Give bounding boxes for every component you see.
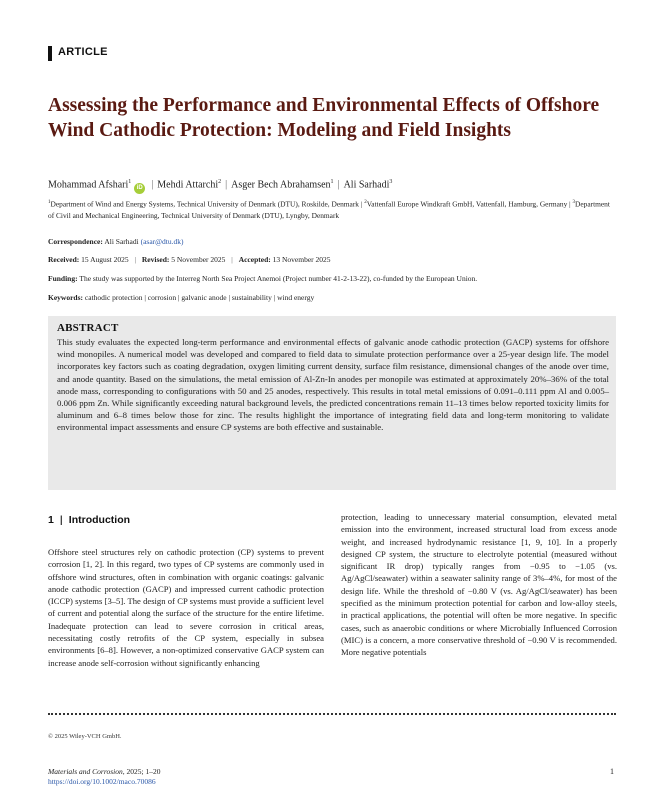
abstract-text: This study evaluates the expected long-term performance and environmental effects of galvanic anode cathodic protection (GACP) systems for offshore wind monopiles. A numerical model was developed and compared to field data to simulate protection performance over a 25-year design life. The model incorporates key factors such as coating degradation, oxygen limiting current density, surface film resistance, dimensional changes of the anode over time, and anode quantity. Based on the simulations, the metal emission of Al-Zn-In anodes per monopile was estimated at approximately 20%–36% of the total anode mass, corresponding to configurations with 50 and 25 anodes, respectively. This results in total metal emissions of 0.091–0.111 ppm Al and 0.005–0.006 ppm Zn. While significantly exceeding natural background levels, the predicted concentrations remain 11–13 times below reported toxicity limits for aluminum and 6–8 times below those for zinc. The results highlight the importance of integrating field data and long-term monitoring to validate environmental impact assessments and ensure CP systems are both effective and sustainable. <box>57 337 609 433</box>
revised-label: Revised: <box>141 255 170 264</box>
accepted-label: Accepted: <box>238 255 271 264</box>
revised-date: 5 November 2025 <box>171 255 226 264</box>
keywords-label: Keywords: <box>48 293 83 302</box>
funding-line <box>48 273 616 284</box>
keywords-line <box>48 292 314 303</box>
body-column-left: Offshore steel structures rely on cathodic protection (CP) systems to prevent corrosion [1, 2]. In this regard, two types of CP systems are commonly used in offshore wind structures, often in combination with organic coatings: galvanic anode cathodic protection (GACP) and impressed current cathodic protection (ICCP) systems [3–5]. The design of CP systems must provide a sufficient level of current and potential along the surface of the structure for the entire lifetime. Inadequate protection can lead to severe corrosion in critical areas, necessitating costly retrofits of the CP system, especially in subsea environments [6–8]. However, a non-optimized conservative GACP system can increase anode self-corrosion without significantly enhancing <box>48 547 324 668</box>
funding-text: The study was supported by the Interreg North Sea Project Anemoi (Project number 41-2-13-22), co-funded by the European Union. <box>79 274 478 283</box>
section-heading-introduction <box>48 514 130 526</box>
page-number: 1 <box>610 767 614 776</box>
author-separator: | <box>337 179 340 191</box>
article-type-bar <box>48 46 52 61</box>
author-name[interactable]: Asger Bech Abrahamsen <box>231 179 331 191</box>
keywords-text: cathodic protection | corrosion | galvanic anode | sustainability | wind energy <box>84 293 315 302</box>
author-name[interactable]: Ali Sarhadi <box>343 179 390 191</box>
affiliation-text: Department of Civil and Mechanical Engineering, Technical University of Denmark (DTU), Lyngby, Denmark <box>48 199 610 221</box>
paper-title: Assessing the Performance and Environmental Effects of Offshore Wind Cathodic Protection: Modeling and Field Insights <box>48 95 600 141</box>
journal-year-pages: 2025; 1–20 <box>124 767 161 776</box>
author-affiliation-mark: 1 <box>128 179 132 185</box>
affiliation-mark: 1 <box>48 200 51 205</box>
author-affiliation-mark: 2 <box>218 179 222 185</box>
section-separator: | <box>59 514 63 526</box>
author-list <box>48 176 608 194</box>
article-type-label: ARTICLE <box>58 46 108 58</box>
correspondence-label: Correspondence: <box>48 237 103 246</box>
doi-link[interactable]: https://doi.org/10.1002/maco.70086 <box>48 777 156 786</box>
received-date: 15 August 2025 <box>81 255 129 264</box>
body-column-right: protection, leading to unnecessary material consumption, elevated metal emission into the environment, increased structural load from excess anode weight, and increased hydrodynamic resistance [1, 9, 10]. In a properly designed CP system, the structure to electrolyte potential (measured without significant IR drop) typically ranges from −0.95 to −1.05 (vs. Ag/AgCl/seawater) within a seawater salinity range of 3%–4%, for most of the design life. While the threshold of −0.80 V (vs. Ag/AgCl/seawater) has been specified as the minimum protection potential for carbon and low-alloy steels, in practical applications, the potential will often be more negative. In specific cases, such as anaerobic conditions or where Microbially Influenced Corrosion (MIC) is a concern, a more conservative threshold of −0.90 V is recommended. More negative potentials <box>341 512 617 658</box>
accepted-date: 13 November 2025 <box>272 255 331 264</box>
affiliation-mark: 3 <box>572 200 576 205</box>
affiliation-mark: 2 <box>364 200 367 205</box>
journal-title: Materials and Corrosion, <box>48 767 125 776</box>
affiliation-text: Vattenfall Europe Windkraft GmbH, Vattenfall, Hamburg, Germany <box>366 199 568 209</box>
copyright-notice: © 2025 Wiley-VCH GmbH. <box>48 733 122 740</box>
affiliations: $^1$Department of Wind and Energy Systems, Technical University of Denmark (DTU), Roskilde, Denmark | $^2$Vattenfall Europe Windkraft GmbH, Vattenfall, Hamburg, Germany | $^3$Department of Civil and Mechanical Engineering, Technical University of Denmark (DTU), Lyngby, Denmark <box>48 199 610 221</box>
author-affiliation-mark: 3 <box>389 179 393 185</box>
correspondence-line <box>48 236 184 247</box>
author-name[interactable]: Mehdi Attarchi <box>157 179 219 191</box>
footer-divider <box>48 713 616 715</box>
abstract-heading: ABSTRACT <box>57 322 119 334</box>
correspondence-name: Ali Sarhadi <box>104 237 139 246</box>
author-name[interactable]: Mohammad Afshari <box>48 179 129 191</box>
received-label: Received: <box>48 255 80 264</box>
correspondence-email-link[interactable]: (asar@dtu.dk) <box>140 237 184 246</box>
author-affiliation-mark: 1 <box>330 179 334 185</box>
dates-line: Received: 15 August 2025 | Revised: 5 November 2025 | Accepted: 13 November 2025 <box>48 255 331 264</box>
journal-citation <box>48 767 160 787</box>
section-title: Introduction <box>68 514 131 526</box>
funding-label: Funding: <box>48 274 78 283</box>
author-separator: | <box>225 179 228 191</box>
orcid-icon[interactable]: iD <box>134 183 145 194</box>
section-number: 1 <box>48 514 54 526</box>
affiliation-text: Department of Wind and Energy Systems, Technical University of Denmark (DTU), Roskilde, Denmark <box>50 199 359 209</box>
author-separator: | <box>151 179 154 191</box>
